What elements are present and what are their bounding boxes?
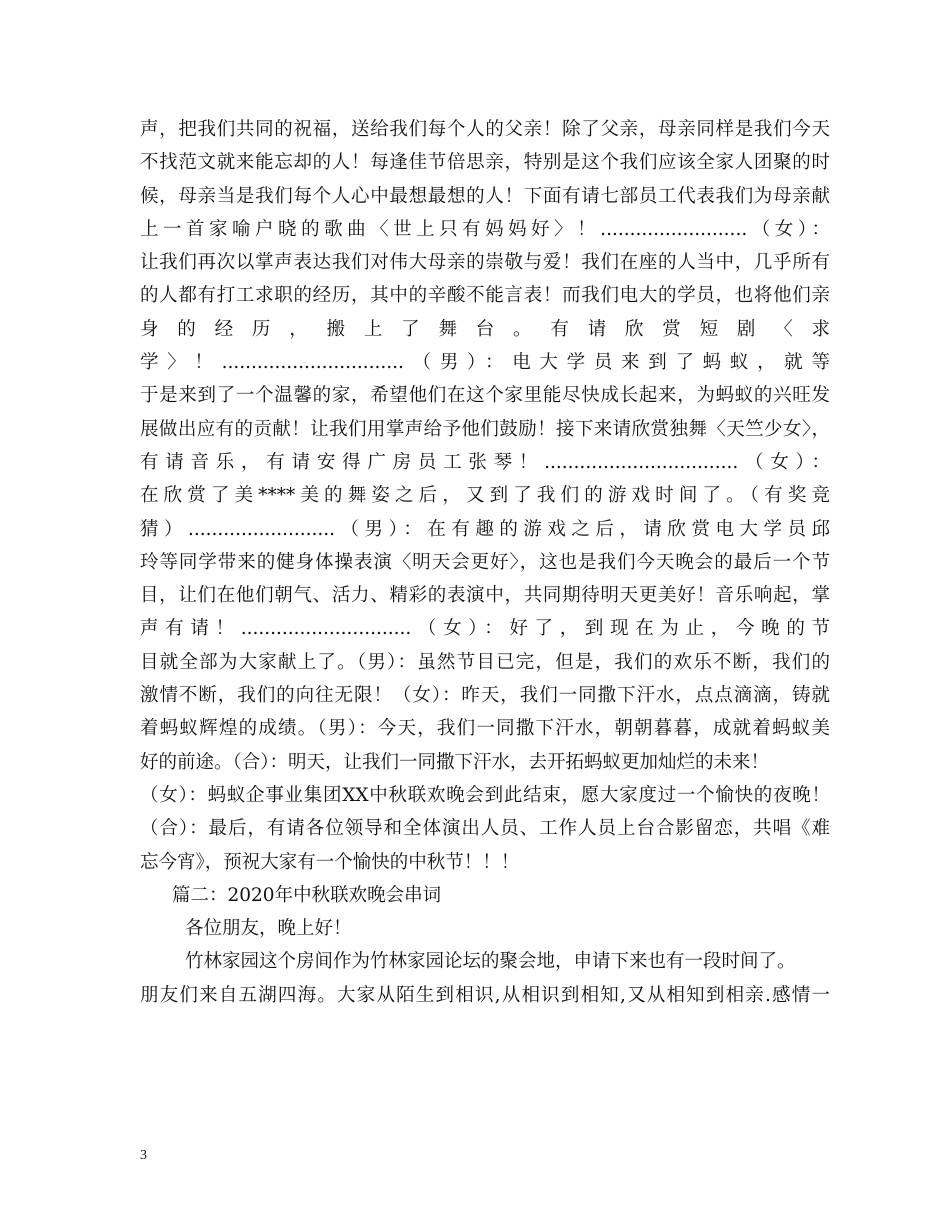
text-line: （女）：蚂蚁企事业集团XX中秋联欢晚会到此结束，愿大家度过一个愉快的夜晚！	[140, 784, 830, 806]
text-line: 的人都有打工求职的经历，其中的辛酸不能言表！而我们电大的学员，也将他们亲	[140, 285, 830, 307]
text-line: 学〉！...............................（男）：电大学员来到了蚂蚁，就等	[140, 352, 830, 374]
text-line: 候，母亲当是我们每个人心中最想最想的人！下面有请七部员工代表我们为母亲献	[140, 185, 830, 207]
text-line: 激情不断，我们的向往无限！（女）：昨天，我们一同撒下汗水，点点滴滴，铸就	[140, 685, 830, 707]
greeting-line: 各位朋友，晚上好！	[185, 918, 352, 940]
text-line: 在欣赏了美****美的舞姿之后，又到了我们的游戏时间了。（有奖竞	[140, 485, 830, 507]
paragraph-line: 竹林家园这个房间作为竹林家园论坛的聚会地，申请下来也有一段时间了。	[185, 951, 796, 973]
text-line: 目，让们在他们朝气、活力、精彩的表演中，共同期待明天更美好！音乐响起，掌	[140, 585, 830, 607]
text-line: 展做出应有的贡献！让我们用掌声给予他们鼓励！接下来请欣赏独舞〈天竺少女〉，	[140, 418, 830, 440]
document-body	[140, 113, 830, 1012]
text-line: 玲等同学带来的健身体操表演〈明天会更好〉，这也是我们今天晚会的最后一个节	[140, 551, 830, 573]
section-heading: 篇二：2020年中秋联欢晚会串词	[172, 884, 442, 906]
page-number: 3	[140, 1148, 147, 1163]
text-line: 让我们再次以掌声表达我们对伟大母亲的崇敬与爱！我们在座的人当中，几乎所有	[140, 252, 830, 274]
text-line: （合）：最后，有请各位领导和全体演出人员、工作人员上台合影留恋，共唱《难	[140, 818, 830, 840]
text-line: 目就全部为大家献上了。（男）：虽然节目已完，但是，我们的欢乐不断，我们的	[140, 651, 830, 673]
text-line: 于是来到了一个温馨的家，希望他们在这个家里能尽快成长起来，为蚂蚁的兴旺发	[140, 385, 830, 407]
text-line: 忘今宵》，预祝大家有一个愉快的中秋节！！！	[140, 851, 520, 873]
text-line: 着蚂蚁辉煌的成绩。（男）：今天，我们一同撒下汗水，朝朝暮暮，成就着蚂蚁美	[140, 718, 830, 740]
text-line: 身 的 经 历 ， 搬 上 了 舞 台 。 有 请 欣 赏 短 剧 〈 求	[140, 318, 830, 340]
text-line: 好的前途。（合）：明天，让我们一同撒下汗水，去开拓蚂蚁更加灿烂的未来！	[140, 751, 770, 773]
text-line: 不找范文就来能忘却的人！每逢佳节倍思亲，特别是这个我们应该全家人团聚的时	[140, 152, 830, 174]
text-line: 声，把我们共同的祝福，送给我们每个人的父亲！除了父亲，母亲同样是我们今天	[140, 119, 830, 140]
text-line: 声有请！.............................（女）：好了，到现在为止，今晚的节	[140, 618, 830, 640]
text-line: 上一首家喻户晓的歌曲〈世上只有妈妈好〉！.........................（女）：	[140, 218, 830, 240]
paragraph-line: 朋友们来自五湖四海。大家从陌生到相识,从相识到相知,又从相知到相亲.感情一	[140, 984, 830, 1006]
text-line: 有请音乐，有请安得广房员工张琴！.................................（女）：	[140, 451, 830, 473]
text-line: 猜）.........................（男）：在有趣的游戏之后，请欣赏电大学员邱	[140, 518, 830, 540]
